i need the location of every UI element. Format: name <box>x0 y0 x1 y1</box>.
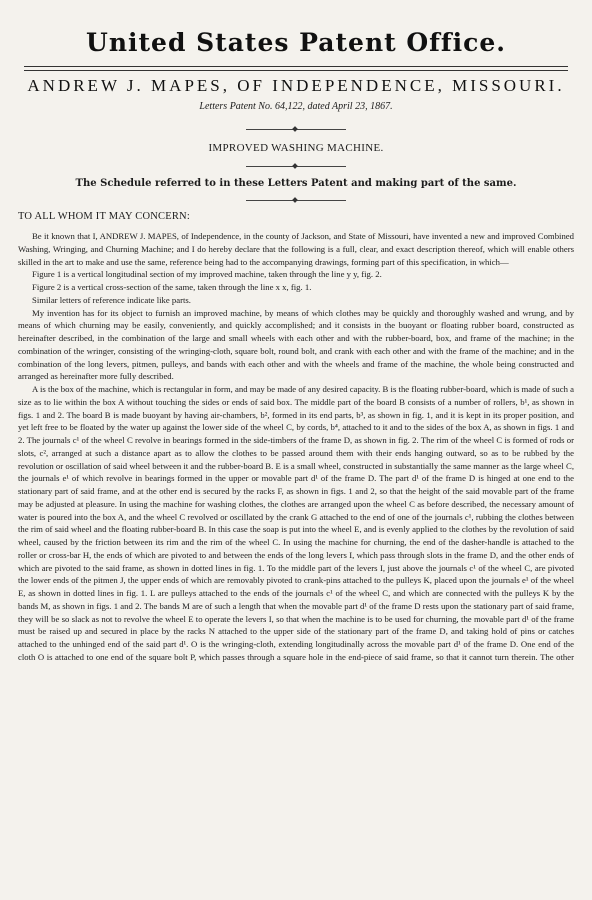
masthead: United States Patent Office. <box>86 28 506 57</box>
schedule-line: The Schedule referred to in these Letters Patent and making part of the same. <box>75 178 517 189</box>
inventor-line: ANDREW J. MAPES, OF INDEPENDENCE, MISSOURI. <box>27 76 565 95</box>
ornament-divider <box>246 197 346 203</box>
paragraph-reference-note: Similar letters of reference indicate like parts. <box>32 294 191 305</box>
ornament-divider <box>246 126 346 132</box>
paragraph-description: A is the box of the machine, which is rectangular in form, and may be made of any desired capacity. B is the floating rubber-board, which is made of such a size as to lie within the box A without touching the sides or ends of said box. The middle part of the board B consists of a number of rollers, b¹, as shown in figs. 1 and 2. The board B is made buoyant by having air-chambers, b², formed in its end parts, b³, as shown in fig. 1, and it is kept in its proper position, and yet left free to be floated by the water up against the lower side of the wheel C, by cords, b⁴, attached to it and to the sides of the box A, as shown in figs. 1 and 2. The journals c¹ of the wheel C revolve in bearings formed in the side-timbers of the frame D, as shown in fig. 2. The rim of the wheel C is formed of rods or slots, c², arranged at such a distance apart as to allow the clothes to be passed around them with their ends hanging outward, so as to be rubbed by the revolution or oscillation of said wheel between it and the rubber-board B. E is a small wheel, constructed in substantially the same manner as the large wheel C, the journals e¹ of which revolve in bearings formed in the upper or movable part d¹ of the frame D. The part d¹ of the frame D is hinged at one end to the stationary part of said frame, and at the other end is secured by the racks F, as shown in figs. 1 and 2, so that the height of the said movable part of the frame may be adjusted at pleasure. In using the machine for washing clothes, the clothes are arranged upon the wheel C as before described, the necessary amount of water is poured into the box A, and the wheel C revolved or oscillated by the crank G attached to the end of one of the journals c¹, rubbing the clothes between the rim of said wheel and the floating rubber-board B. In this case the soap is put into the wheel E, and is evenly applied to the clothes by the revolution of said wheel, caused by the friction between its rim and the rim of the wheel C. In using the machine for churning, the end of the dasher-handle is attached to the roller or cross-bar H, the ends of which are pivoted to and between the ends of the long levers I, which pass through slots in the frame D, and the other ends of which are pivoted to the said frame, as shown in dotted lines in fig. 1. To the middle part of the levers I, just above the journals c¹ of the wheel C, are pivoted the lower ends of the pitmen J, the upper ends of which are removably pivoted to crank-pins attached to the pulleys K, placed upon the journals e¹ of the wheel E, as shown in dotted lines in fig. 1. L are pulleys attached to the ends of the journals c¹ of the wheel C, and which are connected with the pulleys K by the bands M, as shown in figs. 1 and 2. The bands M are of such a length that when the movable part d¹ of the frame D rests upon the stationary part of said frame, they will be so slack as not to revolve the wheel E to operate the levers I, so that when the machine is to be used for churning, the movable part d¹ of the frame must be raised up and secured in place by the racks N attached to the upper side of the stationary part of the frame D, and taking hold of pins or catches attached to the unhinged end of the said part d¹. O is the wringing-cloth, extending longitudinally across the movable part d¹ of the frame D. One end of the cloth O is attached to one end of the square bolt P, which passes through a square hole in the end-piece of said frame, so that it cannot turn therein. The other <box>18 384 574 662</box>
salutation: TO ALL WHOM IT MAY CONCERN: <box>18 211 190 222</box>
paragraph-object: My invention has for its object to furnish an improved machine, by means of which clothes may be quickly and thoroughly washed and wrung, and by means of which churning may be easily, conveniently, and quickly accomplished; and it consists in the buoyant or floating rubber board, constructed as hereinafter described, in the combination of the large and small wheels with each other and with the rubber-board, box, and frame of the machine; in the combination of the wringer, consisting of the wringing-cloth, square bolt, round bolt, and crank with each other and with the frame of the machine; and in the combination of the long levers, pitmen, pulleys, and bands with each other and with the wheels and frame of the machine, the whole being constructed and arranged as hereinafter more fully described. <box>18 307 574 382</box>
paragraph-intro: Be it known that I, ANDREW J. MAPES, of Independence, in the county of Jackson, and State of Missouri, have invented a new and improved Combined Washing, Wringing, and Churning Machine; and I do hereby declare that the following is a full, clear, and exact description thereof, which will enable others skilled in the art to make and use the same, reference being had to the accompanying drawings, forming part of this specification, in which— <box>18 231 574 267</box>
letters-patent-line: Letters Patent No. 64,122, dated April 23, 1867. <box>199 101 393 112</box>
specification-body <box>18 230 574 664</box>
paragraph-figure-2: Figure 2 is a vertical cross-section of the same, taken through the line x x, fig. 1. <box>32 282 312 292</box>
masthead-rule <box>24 66 568 71</box>
patent-title: IMPROVED WASHING MACHINE. <box>208 142 384 154</box>
ornament-divider <box>246 163 346 169</box>
paragraph-figure-1: Figure 1 is a vertical longitudinal section of my improved machine, taken through the line y y, fig. 2. <box>32 269 382 280</box>
